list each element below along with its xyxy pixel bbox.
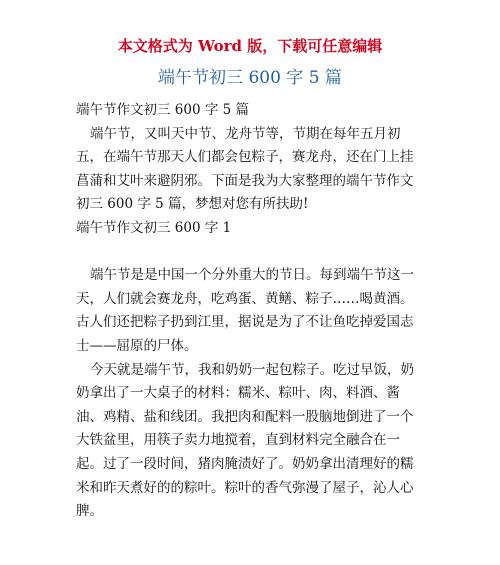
document-title: 端午节初三 600 字 5 篇 <box>158 68 342 88</box>
paragraph-line: 端午节是是中国一个分外重大的节日。每到端午节这一 <box>90 267 414 284</box>
paragraph-line: 天，人们就会赛龙舟，吃鸡蛋、黄鳝、粽子……喝黄酒。 <box>76 290 414 307</box>
paragraph-line: 士——屈原的尸体。 <box>76 337 198 354</box>
blank-line <box>76 241 428 265</box>
paragraph-line: 油、鸡精、盐和线团。我把肉和配料一股脑地倒进了一个 <box>76 408 414 425</box>
paragraph-line: 米和昨天煮好的的粽叶。粽叶的香气弥漫了屋子，沁人心 <box>76 479 414 496</box>
paragraph-line: 菖蒲和艾叶来避阴邪。下面是我为大家整理的端午节作文 <box>76 172 414 189</box>
paragraph-line: 起。过了一段时间，猪肉腌渍好了。奶奶拿出清理好的糯 <box>76 455 414 472</box>
paragraph-line: 奶拿出了一大桌子的材料：糯米、粽叶、肉、料酒、酱 <box>76 385 400 402</box>
paragraph-line: 初三 600 字 5 篇，梦想对您有所扶助! <box>76 196 309 213</box>
paragraph-line: 五，在端午节那天人们都会包粽子，赛龙舟，还在门上挂 <box>76 149 414 166</box>
paragraph-line: 端午节，又叫天中节、龙舟节等，节期在每年五月初 <box>90 125 401 142</box>
paragraph-line: 大铁盆里，用筷子卖力地搅着，直到材料完全融合在一 <box>76 432 400 449</box>
paragraph-line: 脾。 <box>76 503 103 520</box>
paragraph-line: 古人们还把粽子扔到江里，据说是为了不让鱼吃掉爱国志 <box>76 314 414 331</box>
document-body <box>76 99 428 524</box>
format-banner: 本文格式为 Word 版，下载可任意编辑 <box>117 37 383 55</box>
subtitle-line: 端午节作文初三 600 字 5 篇 <box>76 102 250 118</box>
section-heading: 端午节作文初三 600 字 1 <box>76 219 232 236</box>
paragraph-line: 今天就是端午节，我和奶奶一起包粽子。吃过早饭，奶 <box>90 361 414 378</box>
